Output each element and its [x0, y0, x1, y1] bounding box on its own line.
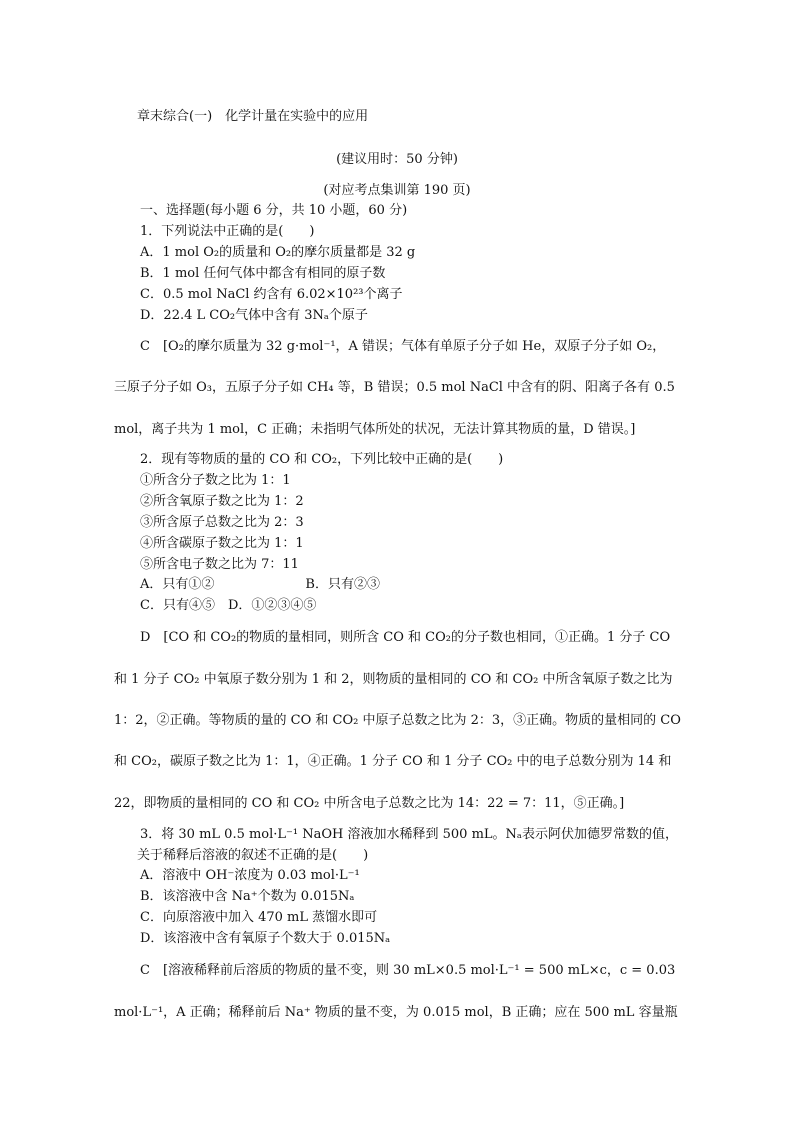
question-2-stem: 2．现有等物质的量的 CO 和 CO₂，下列比较中正确的是( ): [140, 452, 504, 467]
question-2-options-ab: A．只有①② B．只有②③: [140, 577, 380, 592]
question-1-stem: 1．下列说法中正确的是( ): [140, 224, 315, 239]
time-hint: (建议用时：50 分钟): [336, 152, 458, 167]
question-2-explanation: 和 1 分子 CO₂ 中氧原子数分别为 1 和 2，则物质的量相同的 CO 和 CO₂ 中所含氧原子数之比为: [114, 672, 673, 687]
question-1-explanation: mol，离子共为 1 mol，C 正确；未指明气体所处的状况，无法计算其物质的量，D 错误。]: [114, 422, 636, 437]
chapter-title: 章末综合(一) 化学计量在实验中的应用: [137, 109, 369, 124]
reference-hint: (对应考点集训第 190 页): [323, 183, 471, 198]
question-3-explanation: mol·L⁻¹，A 正确；稀释前后 Na⁺ 物质的量不变，为 0.015 mol，B 正确；应在 500 mL 容量瓶: [114, 1005, 678, 1020]
question-2-item: ③所含原子总数之比为 2：3: [140, 515, 304, 530]
question-3-explanation: C [溶液稀释前后溶质的物质的量不变，则 30 mL×0.5 mol·L⁻¹ = 500 mL×c，c = 0.03: [140, 963, 676, 978]
question-2-explanation: 1：2，②正确。等物质的量的 CO 和 CO₂ 中原子总数之比为 2：3，③正确。物质的量相同的 CO: [114, 713, 681, 728]
question-1-option-a: A．1 mol O₂的质量和 O₂的摩尔质量都是 32 g: [140, 245, 416, 260]
question-2-explanation: 22，即物质的量相同的 CO 和 CO₂ 中所含电子总数之比为 14：22 = 7：11，⑤正确。]: [114, 796, 625, 811]
question-1-option-b: B．1 mol 任何气体中都含有相同的原子数: [140, 266, 386, 281]
question-3-option-c: C．向原溶液中加入 470 mL 蒸馏水即可: [140, 910, 378, 925]
question-3-option-a: A．溶液中 OH⁻浓度为 0.03 mol·L⁻¹: [140, 868, 360, 883]
section-title: 一、选择题(每小题 6 分，共 10 小题，60 分): [140, 203, 408, 218]
question-3-stem-line2: 关于稀释后溶液的叙述不正确的是( ): [137, 848, 369, 863]
question-2-item: ⑤所含电子数之比为 7：11: [140, 557, 299, 572]
question-1-option-c: C．0.5 mol NaCl 约含有 6.02×10²³个离子: [140, 287, 403, 302]
question-2-item: ②所含氧原子数之比为 1：2: [140, 494, 304, 509]
question-2-item: ④所含碳原子数之比为 1：1: [140, 536, 304, 551]
question-3-option-d: D．该溶液中含有氧原子个数大于 0.015Nₐ: [140, 931, 391, 946]
question-2-explanation: D [CO 和 CO₂的物质的量相同，则所含 CO 和 CO₂的分子数也相同，①正确。1 分子 CO: [140, 630, 671, 645]
question-3-stem: 3．将 30 mL 0.5 mol·L⁻¹ NaOH 溶液加水稀释到 500 mL。Nₐ表示阿伏加德罗常数的值，: [140, 827, 678, 842]
question-3-option-b: B．该溶液中含 Na⁺个数为 0.015Nₐ: [140, 889, 355, 904]
question-2-explanation: 和 CO₂，碳原子数之比为 1：1，④正确。1 分子 CO 和 1 分子 CO₂ 中的电子总数分别为 14 和: [114, 754, 672, 769]
question-2-item: ①所含分子数之比为 1：1: [140, 473, 291, 488]
question-1-explanation: C [O₂的摩尔质量为 32 g·mol⁻¹，A 错误；气体有单原子分子如 He，双原子分子如 O₂，: [140, 339, 666, 354]
question-1-explanation: 三原子分子如 O₃，五原子分子如 CH₄ 等，B 错误；0.5 mol NaCl 中含有的阴、阳离子各有 0.5: [114, 380, 675, 395]
question-2-options-cd: C．只有④⑤ D．①②③④⑤: [140, 598, 317, 613]
question-1-option-d: D．22.4 L CO₂气体中含有 3Nₐ个原子: [140, 308, 368, 323]
